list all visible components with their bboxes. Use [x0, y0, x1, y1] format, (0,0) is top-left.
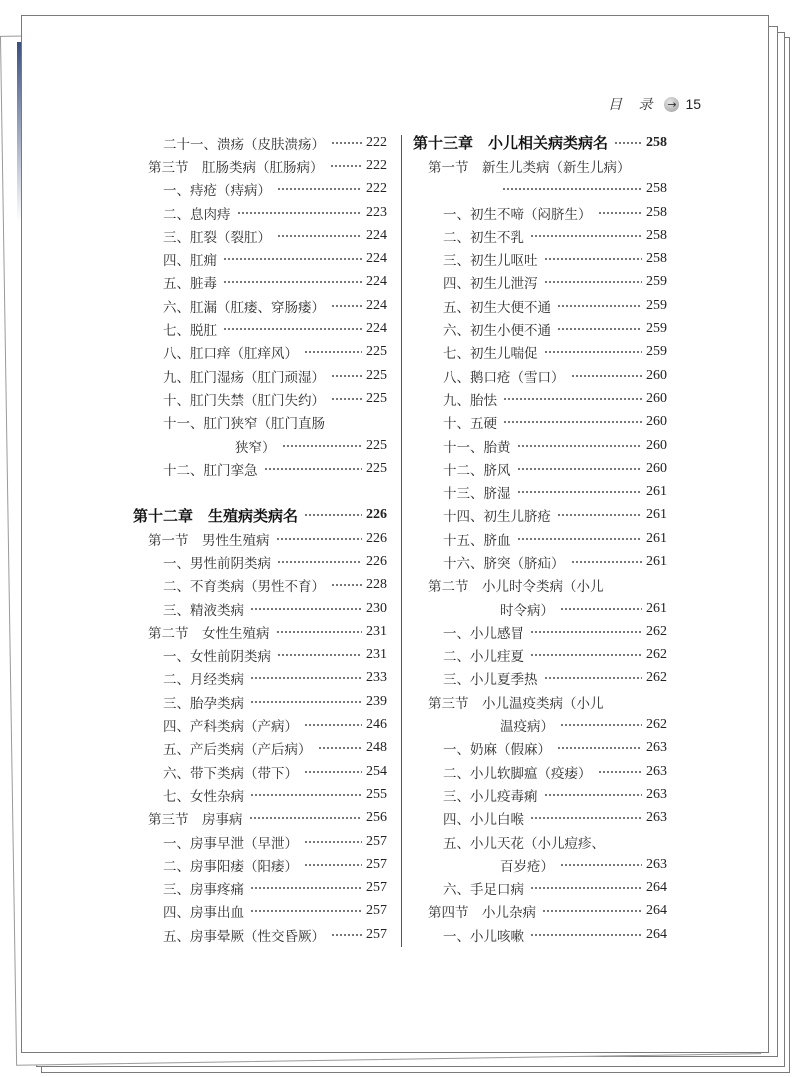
entry-page-number: 246 — [366, 717, 387, 733]
entry-page-number: 261 — [646, 553, 667, 569]
entry-page-number: 259 — [646, 344, 667, 360]
toc-entry-item[interactable] — [413, 923, 667, 946]
entry-page-number: 257 — [366, 856, 387, 872]
leader-dots — [264, 464, 363, 474]
toc-entry-item[interactable] — [133, 247, 387, 270]
leader-dots — [277, 650, 362, 660]
leader-dots — [250, 673, 362, 683]
toc-entry-item[interactable] — [133, 877, 387, 900]
entry-title: 十三、脐湿 — [443, 486, 511, 503]
entry-title: 四、房事出血 — [163, 905, 244, 922]
entry-page-number: 248 — [366, 740, 387, 756]
leader-dots — [318, 743, 363, 753]
entry-page-number: 257 — [366, 903, 387, 919]
toc-entry-item[interactable] — [413, 341, 667, 364]
entry-title: 一、小儿感冒 — [443, 625, 524, 642]
toc-entry-item[interactable] — [133, 364, 387, 387]
entry-title: 第四节 小儿杂病 — [428, 905, 536, 922]
page-number: 15 — [685, 96, 702, 112]
entry-page-number: 259 — [646, 321, 667, 337]
toc-left-column — [133, 131, 387, 946]
entry-page-number: 255 — [366, 786, 387, 802]
toc-entry-item[interactable] — [413, 364, 667, 387]
leader-dots — [544, 673, 643, 683]
entry-title-continuation: 百岁疮） — [500, 858, 554, 875]
entry-title: 三、精液类病 — [163, 602, 244, 619]
leader-dots — [503, 417, 642, 427]
entry-page-number: 226 — [366, 507, 387, 523]
toc-entry-chapter[interactable] — [413, 131, 667, 154]
entry-page-number: 262 — [646, 623, 667, 639]
entry-title: 十二、脐风 — [443, 462, 511, 479]
toc-entry-item[interactable] — [133, 294, 387, 317]
toc-entry-item[interactable] — [413, 550, 667, 573]
entry-title: 二、房事阳痿（阳痿） — [163, 858, 298, 875]
leader-dots — [250, 790, 362, 800]
leader-dots — [517, 441, 643, 451]
entry-title: 八、肛口痒（肛痒风） — [163, 346, 298, 363]
entry-title: 五、房事晕厥（性交昏厥） — [163, 928, 325, 945]
toc-entry-section[interactable] — [413, 574, 667, 597]
toc-entry-item[interactable] — [133, 550, 387, 573]
leader-dots — [304, 347, 362, 357]
leader-dots — [249, 813, 363, 823]
toc-entry-item[interactable] — [133, 201, 387, 224]
entry-title: 三、小儿夏季热 — [443, 672, 538, 689]
entry-page-number: 257 — [366, 833, 387, 849]
running-header — [608, 94, 701, 114]
entry-page-number: 263 — [646, 786, 667, 802]
entry-title: 九、胎怯 — [443, 392, 497, 409]
entry-page-number: 224 — [366, 274, 387, 290]
leader-dots — [560, 604, 642, 614]
entry-title: 二、息肉痔 — [163, 206, 231, 223]
toc-entry-item[interactable] — [413, 644, 667, 667]
toc-entry-item[interactable] — [133, 900, 387, 923]
toc-entry-item[interactable] — [413, 480, 667, 503]
toc-entry-continuation[interactable] — [413, 597, 667, 620]
leader-dots — [503, 394, 642, 404]
entry-page-number: 260 — [646, 437, 667, 453]
leader-dots — [331, 394, 362, 404]
leader-dots — [331, 371, 362, 381]
leader-dots — [557, 324, 642, 334]
toc-entry-item[interactable] — [133, 387, 387, 410]
toc-right-column — [413, 131, 667, 946]
entry-page-number: 223 — [366, 204, 387, 220]
toc-entry-item[interactable] — [413, 201, 667, 224]
toc-entry-item[interactable] — [133, 271, 387, 294]
toc-entry-item[interactable] — [413, 877, 667, 900]
toc-entry-item[interactable] — [413, 667, 667, 690]
leader-dots — [557, 301, 642, 311]
entry-title: 三、小儿疫毒痢 — [443, 788, 538, 805]
entry-page-number: 256 — [366, 810, 387, 826]
leader-dots — [331, 138, 362, 148]
toc-entry-section[interactable] — [413, 690, 667, 713]
leader-dots — [304, 837, 362, 847]
entry-page-number: 263 — [646, 810, 667, 826]
entry-title: 六、手足口病 — [443, 882, 524, 899]
entry-title: 第三节 房事病 — [148, 812, 243, 829]
toc-entry-item[interactable] — [413, 783, 667, 806]
leader-dots — [557, 743, 642, 753]
entry-title: 第十三章 小儿相关病类病名 — [413, 134, 609, 153]
toc-entry-item[interactable] — [413, 247, 667, 270]
leader-dots — [331, 930, 362, 940]
entry-page-number: 264 — [646, 880, 667, 896]
entry-title: 第一节 男性生殖病 — [148, 532, 270, 549]
toc-entry-item[interactable] — [133, 853, 387, 876]
entry-page-number: 224 — [366, 297, 387, 313]
toc-entry-item[interactable] — [133, 830, 387, 853]
leader-dots — [223, 324, 362, 334]
leader-dots — [276, 534, 363, 544]
entry-page-number: 224 — [366, 321, 387, 337]
entry-title: 五、脏毒 — [163, 276, 217, 293]
entry-page-number: 258 — [646, 204, 667, 220]
entry-title: 五、小儿天花（小儿痘疹、 — [443, 835, 605, 852]
toc-entry-item[interactable] — [413, 457, 667, 480]
leader-dots — [542, 906, 642, 916]
header-title: 目 录 — [608, 97, 659, 113]
leader-dots — [544, 254, 643, 264]
entry-page-number: 261 — [646, 507, 667, 523]
leader-dots — [250, 906, 362, 916]
toc-entry-item[interactable] — [413, 434, 667, 457]
entry-title: 七、初生儿喘促 — [443, 346, 538, 363]
entry-page-number: 231 — [366, 623, 387, 639]
entry-title: 第一节 新生儿类病（新生儿病） — [428, 159, 631, 176]
toc-entry-item[interactable] — [133, 783, 387, 806]
entry-page-number: 226 — [366, 530, 387, 546]
toc-entry-item[interactable] — [413, 760, 667, 783]
entry-page-number: 224 — [366, 227, 387, 243]
leader-dots — [571, 557, 643, 567]
entry-page-number: 260 — [646, 390, 667, 406]
toc-entry-item[interactable] — [133, 667, 387, 690]
leader-dots — [237, 208, 363, 218]
entry-title: 一、奶麻（假麻） — [443, 742, 551, 759]
entry-page-number: 228 — [366, 577, 387, 593]
entry-page-number: 230 — [366, 600, 387, 616]
leader-dots — [598, 208, 643, 218]
entry-title: 六、带下类病（带下） — [163, 765, 298, 782]
entry-page-number: 233 — [366, 670, 387, 686]
entry-title: 四、小儿白喉 — [443, 812, 524, 829]
toc-entry-item[interactable] — [133, 574, 387, 597]
entry-page-number: 258 — [646, 134, 667, 150]
entry-title: 一、小儿咳嗽 — [443, 928, 524, 945]
entry-title: 二、小儿疰夏 — [443, 649, 524, 666]
entry-page-number: 257 — [366, 880, 387, 896]
toc-entry-item[interactable] — [413, 807, 667, 830]
entry-title: 六、初生小便不通 — [443, 323, 551, 340]
entry-page-number: 259 — [646, 274, 667, 290]
leader-dots — [304, 720, 362, 730]
entry-page-number: 264 — [646, 926, 667, 942]
toc-entry-item[interactable] — [413, 620, 667, 643]
entry-title: 三、房事疼痛 — [163, 882, 244, 899]
entry-page-number: 222 — [366, 181, 387, 197]
leader-dots — [250, 883, 362, 893]
leader-dots — [277, 184, 362, 194]
leader-dots — [544, 347, 643, 357]
toc-entry-item[interactable] — [133, 690, 387, 713]
entry-title: 八、鹅口疮（雪口） — [443, 369, 565, 386]
entry-title: 一、男性前阴类病 — [163, 555, 271, 572]
toc-entry-section[interactable] — [133, 154, 387, 177]
entry-page-number: 222 — [366, 134, 387, 150]
toc-entry-continuation[interactable] — [133, 434, 387, 457]
leader-dots — [530, 813, 642, 823]
entry-title: 五、初生大便不通 — [443, 299, 551, 316]
toc-entry-continuation[interactable] — [413, 178, 667, 201]
entry-page-number: 260 — [646, 460, 667, 476]
entry-page-number: 264 — [646, 903, 667, 919]
entry-title: 九、肛门湿疡（肛门顽湿） — [163, 369, 325, 386]
leader-dots — [304, 510, 362, 520]
entry-page-number: 262 — [646, 670, 667, 686]
entry-page-number: 225 — [366, 367, 387, 383]
toc-entry-item[interactable] — [133, 713, 387, 736]
entry-page-number: 239 — [366, 693, 387, 709]
leader-dots — [530, 930, 642, 940]
entry-title: 二、不育类病（男性不育） — [163, 579, 325, 596]
toc-entry-item[interactable] — [413, 387, 667, 410]
entry-title: 十六、脐突（脐疝） — [443, 555, 565, 572]
entry-page-number: 261 — [646, 484, 667, 500]
entry-title: 三、胎孕类病 — [163, 695, 244, 712]
toc-entry-item[interactable] — [133, 597, 387, 620]
entry-title: 十四、初生儿脐疮 — [443, 509, 551, 526]
leader-dots — [304, 860, 362, 870]
entry-page-number: 261 — [646, 530, 667, 546]
toc-entry-item[interactable] — [413, 830, 667, 853]
entry-page-number: 262 — [646, 717, 667, 733]
leader-dots — [530, 883, 642, 893]
toc-entry-item[interactable] — [133, 644, 387, 667]
entry-title: 二、小儿软脚瘟（疫痿） — [443, 765, 592, 782]
leader-dots — [277, 231, 362, 241]
toc-entry-item[interactable] — [133, 411, 387, 434]
leader-dots — [330, 161, 363, 171]
entry-page-number: 258 — [646, 227, 667, 243]
entry-title: 七、脱肛 — [163, 323, 217, 340]
toc-entry-section[interactable] — [133, 620, 387, 643]
leader-dots — [223, 254, 362, 264]
entry-title: 三、初生儿呕吐 — [443, 253, 538, 270]
entry-page-number: 260 — [646, 367, 667, 383]
entry-page-number: 231 — [366, 647, 387, 663]
entry-title: 四、肛痈 — [163, 253, 217, 270]
entry-page-number: 260 — [646, 414, 667, 430]
leader-dots — [557, 510, 642, 520]
entry-title: 二十一、溃疡（皮肤溃疡） — [163, 136, 325, 153]
entry-title: 第十二章 生殖病类病名 — [133, 506, 299, 525]
entry-page-number: 259 — [646, 297, 667, 313]
entry-title: 六、肛漏（肛瘘、穿肠瘘） — [163, 299, 325, 316]
toc-entry-item[interactable] — [133, 224, 387, 247]
toc-entry-item[interactable] — [413, 294, 667, 317]
entry-page-number: 263 — [646, 856, 667, 872]
leader-dots — [560, 860, 642, 870]
entry-title: 七、女性杂病 — [163, 788, 244, 805]
entry-title-continuation: 时令病） — [500, 602, 554, 619]
entry-page-number: 225 — [366, 390, 387, 406]
toc-entry-item[interactable] — [413, 317, 667, 340]
toc-entry-section[interactable] — [133, 527, 387, 550]
leader-dots — [502, 184, 642, 194]
toc-entry-item[interactable] — [133, 131, 387, 154]
entry-title: 四、产科类病（产病） — [163, 719, 298, 736]
entry-page-number: 254 — [366, 763, 387, 779]
entry-title: 十五、脐血 — [443, 532, 511, 549]
entry-title: 五、产后类病（产后病） — [163, 742, 312, 759]
entry-title-continuation: 狭窄） — [235, 439, 276, 456]
entry-title: 四、初生儿泄泻 — [443, 276, 538, 293]
leader-dots — [530, 231, 642, 241]
entry-title: 一、女性前阴类病 — [163, 649, 271, 666]
toc-entry-continuation[interactable] — [413, 853, 667, 876]
leader-dots — [544, 277, 643, 287]
leader-dots — [250, 604, 362, 614]
column-divider — [401, 135, 402, 947]
entry-page-number: 263 — [646, 740, 667, 756]
toc-entry-item[interactable] — [413, 527, 667, 550]
toc-entry-item[interactable] — [413, 411, 667, 434]
toc-entry-item[interactable] — [413, 737, 667, 760]
entry-page-number: 225 — [366, 344, 387, 360]
entry-title: 一、初生不啼（闷脐生） — [443, 206, 592, 223]
leader-dots — [331, 301, 362, 311]
toc-entry-item[interactable] — [133, 923, 387, 946]
leader-dots — [304, 767, 362, 777]
entry-page-number: 263 — [646, 763, 667, 779]
entry-title: 二、初生不乳 — [443, 229, 524, 246]
entry-page-number: 258 — [646, 251, 667, 267]
leader-dots — [276, 627, 363, 637]
arrow-right-circle-icon: → — [664, 97, 679, 112]
entry-page-number: 225 — [366, 460, 387, 476]
entry-page-number: 258 — [646, 181, 667, 197]
leader-dots — [544, 790, 643, 800]
entry-title: 十二、肛门挛急 — [163, 462, 258, 479]
entry-page-number: 222 — [366, 157, 387, 173]
toc-entry-item[interactable] — [133, 737, 387, 760]
leader-dots — [223, 277, 362, 287]
entry-title-continuation: 温疫病） — [500, 719, 554, 736]
toc-entry-item[interactable] — [133, 341, 387, 364]
leader-dots — [517, 534, 643, 544]
leader-dots — [560, 720, 642, 730]
leader-dots — [571, 371, 643, 381]
leader-dots — [530, 627, 642, 637]
toc-entry-section[interactable] — [413, 900, 667, 923]
entry-page-number: 224 — [366, 251, 387, 267]
entry-title: 十一、肛门狭窄（肛门直肠 — [163, 416, 325, 433]
entry-page-number: 261 — [646, 600, 667, 616]
toc-entry-item[interactable] — [133, 457, 387, 480]
blank-line — [133, 480, 387, 503]
toc-entry-item[interactable] — [133, 178, 387, 201]
leader-dots — [614, 138, 642, 148]
entry-title: 三、肛裂（裂肛） — [163, 229, 271, 246]
entry-title: 十一、胎黄 — [443, 439, 511, 456]
entry-title: 一、痔疮（痔病） — [163, 183, 271, 200]
toc-entry-item[interactable] — [413, 504, 667, 527]
leader-dots — [517, 464, 643, 474]
leader-dots — [277, 557, 362, 567]
entry-page-number: 226 — [366, 553, 387, 569]
toc-entry-item[interactable] — [413, 271, 667, 294]
leader-dots — [598, 767, 643, 777]
leader-dots — [530, 650, 642, 660]
toc-entry-section[interactable] — [133, 807, 387, 830]
entry-page-number: 257 — [366, 926, 387, 942]
entry-title: 第二节 女性生殖病 — [148, 625, 270, 642]
entry-page-number: 262 — [646, 647, 667, 663]
entry-title: 十、五硬 — [443, 416, 497, 433]
toc-entry-item[interactable] — [133, 317, 387, 340]
toc-entry-item[interactable] — [133, 760, 387, 783]
entry-title: 第三节 肛肠类病（肛肠病） — [148, 159, 324, 176]
entry-page-number: 225 — [366, 437, 387, 453]
toc-entry-continuation[interactable] — [413, 713, 667, 736]
entry-title: 第二节 小儿时令类病（小儿 — [428, 579, 604, 596]
toc-entry-section[interactable] — [413, 154, 667, 177]
entry-title: 第三节 小儿温疫类病（小儿 — [428, 695, 604, 712]
toc-entry-chapter[interactable] — [133, 504, 387, 527]
entry-title: 一、房事早泄（早泄） — [163, 835, 298, 852]
entry-title: 二、月经类病 — [163, 672, 244, 689]
leader-dots — [250, 697, 362, 707]
leader-dots — [517, 487, 643, 497]
toc-entry-item[interactable] — [413, 224, 667, 247]
leader-dots — [331, 580, 362, 590]
leader-dots — [282, 441, 363, 451]
entry-title: 十、肛门失禁（肛门失约） — [163, 392, 325, 409]
